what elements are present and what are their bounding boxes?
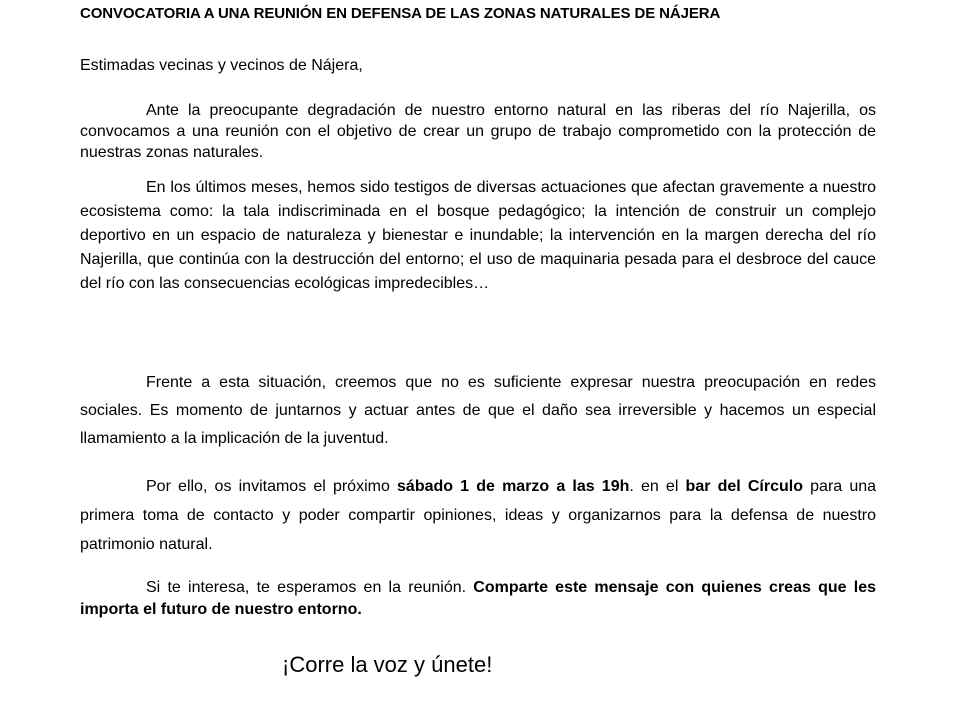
meeting-date: sábado 1 de marzo a las 19h	[397, 478, 630, 495]
document-title: CONVOCATORIA A UNA REUNIÓN EN DEFENSA DE LAS ZONAS NATURALES DE NÁJERA	[80, 5, 721, 22]
greeting: Estimadas vecinas y vecinos de Nájera,	[80, 57, 363, 74]
invitation-text-2: . en el	[629, 478, 686, 495]
paragraph-actions: En los últimos meses, hemos sido testigos de diversas actuaciones que afectan gravemente a nuestro ecosistema como: la tala indiscriminada en el bosque pedagógico; la intención de construir un complejo deportivo en un espacio de naturaleza y bienestar e inundable; la intervención en la margen derecha del río Najerilla, que continúa con la destrucción del entorno; el uso de maquinaria pesada para el desbroce del cauce del río con las consecuencias ecológicas impredecibles…	[80, 179, 876, 292]
invitation-text-1: Por ello, os invitamos el próximo	[146, 478, 398, 495]
paragraph-call-to-action: Frente a esta situación, creemos que no es suficiente expresar nuestra preocupación en redes sociales. Es momento de juntarnos y actuar antes de que el daño sea irreversible y hacemos un especial llamamiento a la implicación de la juventud.	[80, 374, 876, 447]
closing-slogan: ¡Corre la voz y únete!	[282, 652, 493, 677]
meeting-place: bar del Círculo	[685, 478, 803, 495]
paragraph-intro: Ante la preocupante degradación de nuestro entorno natural en las riberas del río Najerilla, os convocamos a una reunión con el objetivo de crear un grupo de trabajo comprometido con la protección de nuestras zonas naturales.	[80, 102, 876, 161]
share-message-bold: Comparte este mensaje con quienes creas que les importa el futuro de nuestro entorno.	[80, 579, 876, 618]
invitation-text-3: para una primera toma de contacto y poder compartir opiniones, ideas y organizarnos para la defensa de nuestro patrimonio natural.	[80, 478, 877, 553]
share-text: Si te interesa, te esperamos en la reunión.	[146, 579, 474, 596]
paragraph-invitation	[80, 472, 876, 559]
paragraph-share	[80, 577, 876, 621]
